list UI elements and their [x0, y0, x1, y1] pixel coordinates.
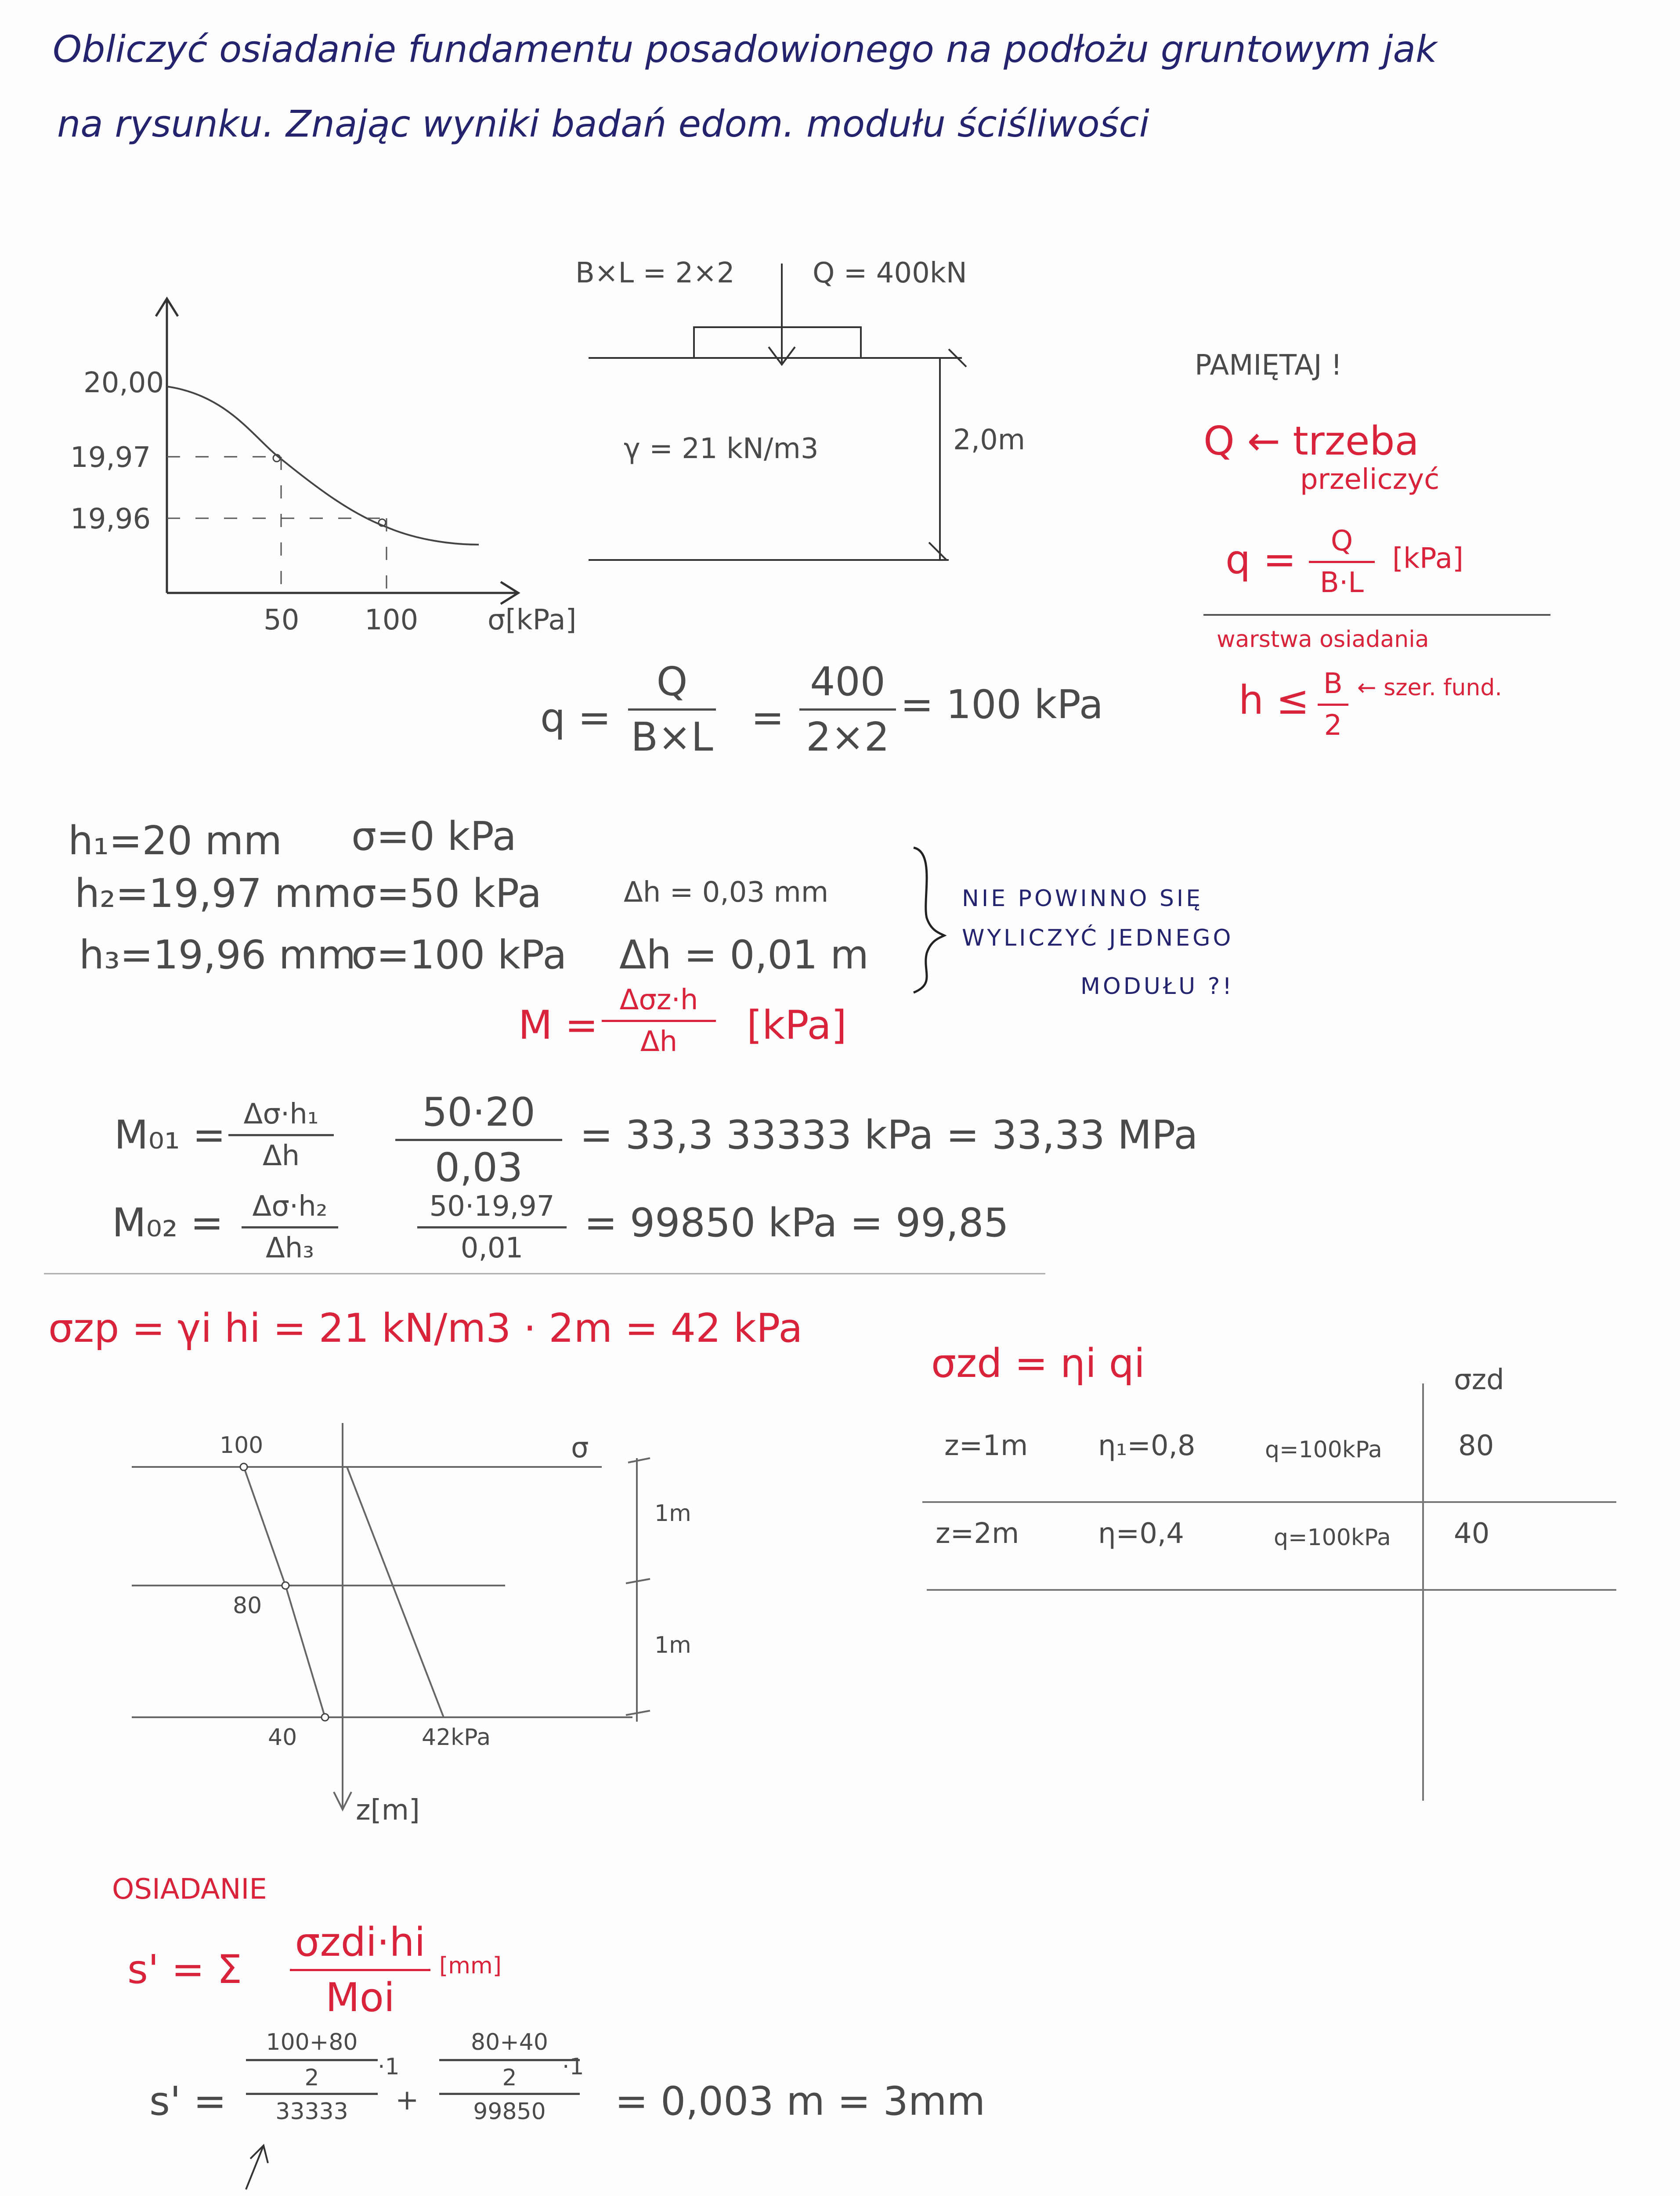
m02-numerator-1: Δσ·h₂ — [252, 1190, 328, 1223]
graph2-mid-value: 80 — [233, 1593, 262, 1619]
m01-numerator-1: Δσ·h₁ — [243, 1098, 319, 1131]
m01-numerator-2: 50·20 — [422, 1089, 535, 1135]
sigma-zd-row2-value: 40 — [1454, 1517, 1490, 1550]
q-calc-den-1: B×L — [631, 714, 713, 760]
settlement-term2-denominator: 99850 — [473, 2098, 546, 2125]
sigma-zd-row2-eta: η=0,4 — [1098, 1517, 1184, 1550]
edometer-note-3: MODUŁU ?! — [1080, 973, 1235, 1000]
remember-formula-denominator: B·L — [1320, 567, 1364, 599]
settlement-formula-fraction — [290, 1919, 430, 2021]
sigma-zd-column-header: σzd — [1454, 1364, 1504, 1396]
settlement-calc-lhs: s' = — [149, 2078, 227, 2124]
edometer-sigma-3: σ=100 kPa — [351, 932, 567, 978]
remember-note-1: Q ← trzeba — [1203, 418, 1419, 464]
m02-fraction-1 — [242, 1190, 338, 1264]
remember-formula-unit: [kPa] — [1392, 542, 1463, 575]
q-calc-num-1: Q — [656, 659, 688, 705]
graph1-xtick-1: 50 — [264, 604, 300, 636]
m01-result: = 33,3 33333 kPa = 33,33 MPa — [580, 1112, 1198, 1158]
graph2-top-value: 100 — [220, 1432, 264, 1459]
edometer-note-1: NIE POWINNO SIĘ — [962, 885, 1203, 912]
edometer-h1: h₁=20 mm — [68, 818, 282, 864]
q-calc-num-2: 400 — [810, 659, 885, 705]
settlement-term2-num-top: 80+40 — [471, 2029, 548, 2055]
settlement-formula-numerator: σzdi·hi — [295, 1919, 426, 1965]
graph1-axes — [156, 299, 518, 604]
settlement-term1-denominator: 33333 — [275, 2098, 348, 2125]
remember-formula-numerator: Q — [1330, 525, 1353, 557]
m02-result: = 99850 kPa = 99,85 — [584, 1200, 1009, 1246]
m02-denominator-1: Δh₃ — [266, 1232, 314, 1264]
settlement-term2-multiplier: ·1 — [562, 2054, 584, 2080]
edometer-note-2: WYLICZYĆ JEDNEGO — [962, 925, 1234, 951]
kpa-arrow — [246, 2145, 268, 2189]
sigma-zd-row1-q: q=100kPa — [1265, 1437, 1382, 1463]
sigma-zd-row2-z: z=2m — [936, 1517, 1019, 1550]
edometer-sigma-2: σ=50 kPa — [351, 870, 542, 917]
graph2-bottom-right-value: 42kPa — [422, 1724, 491, 1751]
m01-fraction-1 — [228, 1098, 334, 1172]
foundation-dims: B×L = 2×2 — [575, 257, 735, 289]
edometer-dh-2: Δh = 0,01 m — [619, 932, 869, 978]
m02-lhs: M₀₂ = — [112, 1200, 224, 1246]
sigma-zd-row2-q: q=100kPa — [1274, 1524, 1391, 1551]
settlement-formula-unit: [mm] — [439, 1953, 502, 1979]
graph2-dim-1: 1m — [654, 1500, 691, 1527]
remember-layer-label: warstwa osiadania — [1217, 626, 1429, 653]
modulus-denominator: Δh — [640, 1026, 678, 1058]
remember-h-denominator: 2 — [1324, 709, 1342, 742]
m01-fraction-2 — [395, 1089, 562, 1191]
modulus-unit: [kPa] — [747, 1002, 847, 1048]
modulus-lhs: M = — [518, 1002, 598, 1048]
foundation-sketch — [589, 264, 966, 560]
foundation-depth: 2,0m — [953, 424, 1026, 456]
sigma-zd-formula: σzd = ηi qi — [931, 1340, 1145, 1387]
graph2-z-axis-label: z[m] — [356, 1794, 420, 1827]
settlement-term1-num-bottom: 2 — [304, 2065, 319, 2091]
settlement-title: OSIADANIE — [112, 1873, 267, 1906]
modulus-fraction — [602, 984, 716, 1058]
problem-statement-line-1: Obliczyć osiadanie fundamentu posadowionego na podłożu gruntowym jak — [53, 28, 1437, 71]
remember-formula-lhs: q = — [1225, 537, 1297, 583]
sigma-zp-formula: σzp = γi hi = 21 kN/m3 · 2m = 42 kPa — [48, 1305, 803, 1351]
graph2-dim-2: 1m — [654, 1632, 691, 1658]
graph1-x-axis-label: σ[kPa] — [488, 604, 577, 636]
m02-denominator-2: 0,01 — [460, 1232, 524, 1264]
settlement-term1-num-top: 100+80 — [266, 2029, 358, 2055]
remember-h-fraction — [1318, 668, 1348, 742]
soil-unit-weight: γ = 21 kN/m3 — [624, 433, 819, 465]
modulus-numerator: Δσz·h — [619, 984, 698, 1016]
m02-fraction-2 — [417, 1190, 567, 1264]
graph2-sigma-label: σ — [571, 1432, 589, 1464]
sigma-zd-row1-z: z=1m — [944, 1430, 1028, 1462]
edometer-h3: h₃=19,96 mm — [79, 932, 356, 978]
q-calc-den-2: 2×2 — [806, 714, 889, 760]
m01-lhs: M₀₁ = — [114, 1112, 226, 1158]
q-calc-eq: = — [751, 695, 784, 741]
settlement-term2-num-bottom: 2 — [502, 2065, 517, 2091]
graph2-bottom-left-value: 40 — [268, 1724, 297, 1751]
sigma-zd-row1-value: 80 — [1458, 1430, 1494, 1462]
foundation-load: Q = 400kN — [813, 257, 967, 289]
m01-denominator-1: Δh — [262, 1140, 300, 1172]
q-calc-result: = 100 kPa — [900, 682, 1103, 728]
remember-h-lhs: h ≤ — [1239, 677, 1310, 723]
remember-h-note: ← szer. fund. — [1357, 675, 1502, 701]
problem-statement-line-2: na rysunku. Znając wyniki badań edom. modułu ściśliwości — [57, 102, 1149, 145]
graph1-curve — [167, 386, 479, 545]
m01-denominator-2: 0,03 — [434, 1145, 523, 1191]
sigma-zd-row1-eta: η₁=0,8 — [1098, 1430, 1196, 1462]
settlement-formula-lhs: s' = Σ — [127, 1947, 242, 1993]
graph1-guides — [167, 457, 387, 593]
remember-note-2: przeliczyć — [1300, 463, 1440, 496]
settlement-term-2 — [439, 2029, 580, 2125]
q-calc-fraction-2 — [799, 659, 896, 760]
settlement-formula-denominator: Moi — [325, 1975, 395, 2021]
edometer-sigma-1: σ=0 kPa — [351, 813, 517, 860]
graph2-lines — [132, 1423, 650, 1810]
graph1-ytick-1: 20,00 — [83, 367, 164, 399]
graph1-ytick-3: 19,96 — [70, 503, 151, 535]
settlement-result: = 0,003 m = 3mm — [615, 2078, 986, 2124]
remember-title: PAMIĘTAJ ! — [1195, 349, 1342, 382]
edometer-dh-1: Δh = 0,03 mm — [624, 876, 829, 909]
remember-h-numerator: B — [1323, 668, 1343, 700]
graph1-ytick-2: 19,97 — [70, 441, 151, 474]
remember-formula-fraction — [1309, 525, 1375, 599]
settlement-term-1 — [246, 2029, 378, 2125]
settlement-plus: + — [395, 2084, 419, 2117]
q-calc-fraction-1 — [628, 659, 716, 760]
settlement-term1-multiplier: ·1 — [378, 2054, 400, 2080]
q-calc-lhs: q = — [540, 695, 611, 741]
edometer-h2: h₂=19,97 mm — [75, 870, 352, 917]
graph1-xtick-2: 100 — [365, 604, 419, 636]
m02-numerator-2: 50·19,97 — [429, 1190, 555, 1223]
